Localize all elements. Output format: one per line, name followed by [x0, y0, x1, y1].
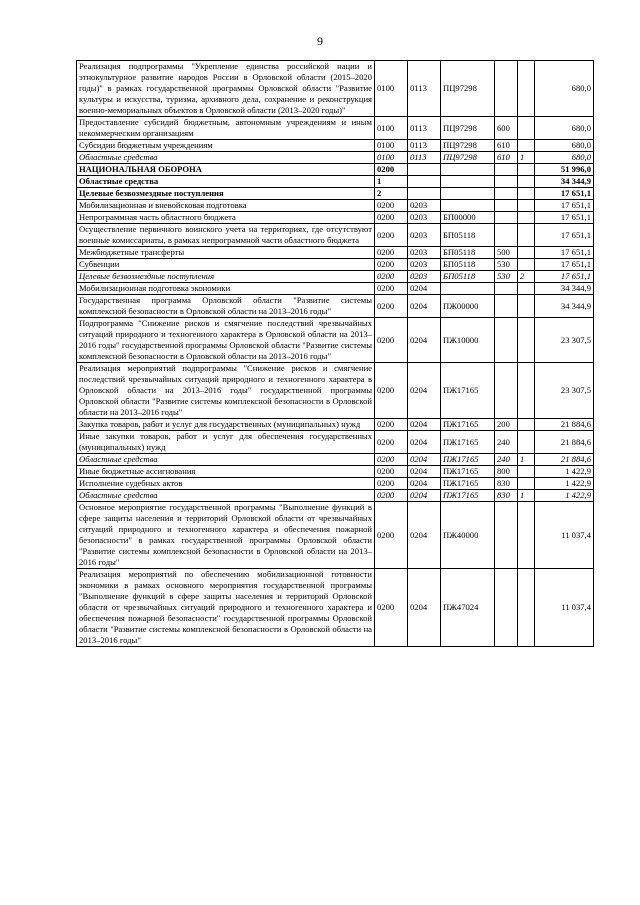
section-code: 0200: [375, 569, 408, 647]
subsection-code: 0113: [408, 61, 441, 117]
section-code: 0200: [375, 259, 408, 271]
expense-name: Предоставление субсидий бюджетным, автономным учреждениям и иным некоммерческим организациям: [77, 117, 375, 140]
section-code: 0100: [375, 152, 408, 164]
subsection-code: 0203: [408, 247, 441, 259]
target-article-code: ПЖ17165: [441, 431, 495, 454]
expense-type-code: 530: [495, 259, 518, 271]
expense-type-code: [495, 283, 518, 295]
expense-name: Субвенции: [77, 259, 375, 271]
target-article-code: ПЦ97298: [441, 152, 495, 164]
expense-type-code: 830: [495, 490, 518, 502]
subsection-code: 0204: [408, 318, 441, 363]
expense-name: НАЦИОНАЛЬНАЯ ОБОРОНА: [77, 164, 375, 176]
subsection-code: 0204: [408, 363, 441, 419]
subsection-code: 0113: [408, 140, 441, 152]
funding-source-code: [518, 176, 535, 188]
subsection-code: 0203: [408, 271, 441, 283]
target-article-code: ПЦ97298: [441, 117, 495, 140]
expense-name: Субсидии бюджетным учреждениям: [77, 140, 375, 152]
funding-source-code: [518, 188, 535, 200]
table-row: [77, 478, 594, 490]
expense-name: Закупка товаров, работ и услуг для государственных (муниципальных) нужд: [77, 419, 375, 431]
expense-name: Межбюджетные трансферты: [77, 247, 375, 259]
target-article-code: ПЖ17165: [441, 419, 495, 431]
expense-name: Иные бюджетные ассигнования: [77, 466, 375, 478]
expense-name: Иные закупки товаров, работ и услуг для обеспечения государственных (муниципальных) нужд: [77, 431, 375, 454]
expense-type-code: 240: [495, 454, 518, 466]
target-article-code: БП05118: [441, 224, 495, 247]
section-code: 1: [375, 176, 408, 188]
expense-type-code: [495, 200, 518, 212]
subsection-code: 0113: [408, 117, 441, 140]
target-article-code: ПЖ17165: [441, 478, 495, 490]
table-row: [77, 259, 594, 271]
section-code: 0100: [375, 140, 408, 152]
section-code: 0200: [375, 490, 408, 502]
expense-name: Непрограммная часть областного бюджета: [77, 212, 375, 224]
amount: 680,0: [535, 140, 594, 152]
expense-name: Целевые безвозмездные поступления: [77, 188, 375, 200]
section-code: 2: [375, 188, 408, 200]
amount: 21 884,6: [535, 419, 594, 431]
funding-source-code: [518, 164, 535, 176]
section-code: 0200: [375, 283, 408, 295]
page-number: 9: [317, 34, 323, 48]
table-row: [77, 283, 594, 295]
funding-source-code: [518, 140, 535, 152]
amount: 1 422,9: [535, 466, 594, 478]
funding-source-code: [518, 431, 535, 454]
funding-source-code: [518, 247, 535, 259]
expense-name: Реализация подпрограммы "Укрепление единства российской нации и этнокультурное развитие народов России в Орловской области (2015–2020 годы)" в рамках государственной программы Орловской области "Развитие культуры и искусства, туризма, архивного дела, сохранение и реконструкция военно-мемориальных объектов в Орловской области (2013–2020 годы)": [77, 61, 375, 117]
expense-type-code: [495, 61, 518, 117]
target-article-code: ПЦ97298: [441, 61, 495, 117]
expense-type-code: 500: [495, 247, 518, 259]
table-row: [77, 569, 594, 647]
amount: 51 996,0: [535, 164, 594, 176]
subsection-code: [408, 176, 441, 188]
section-code: 0200: [375, 212, 408, 224]
funding-source-code: 1: [518, 490, 535, 502]
subsection-code: 0204: [408, 569, 441, 647]
table-row: [77, 61, 594, 117]
amount: 11 037,4: [535, 569, 594, 647]
subsection-code: [408, 188, 441, 200]
target-article-code: БП05118: [441, 271, 495, 283]
target-article-code: ПЖ17165: [441, 454, 495, 466]
expense-name: Осуществление первичного воинского учета на территориях, где отсутствуют военные комиссариаты, в рамках непрограммной части областного бюджета: [77, 224, 375, 247]
funding-source-code: [518, 224, 535, 247]
target-article-code: [441, 164, 495, 176]
funding-source-code: [518, 363, 535, 419]
target-article-code: ПЦ97298: [441, 140, 495, 152]
table-row: [77, 502, 594, 569]
section-code: 0200: [375, 200, 408, 212]
amount: 23 307,5: [535, 363, 594, 419]
expense-name: Государственная программа Орловской области "Развитие системы комплексной безопасности в Орловской области на 2013–2016 годы": [77, 295, 375, 318]
amount: 34 344,9: [535, 176, 594, 188]
subsection-code: 0204: [408, 454, 441, 466]
subsection-code: 0204: [408, 283, 441, 295]
target-article-code: ПЖ10000: [441, 318, 495, 363]
section-code: 0200: [375, 466, 408, 478]
section-code: 0200: [375, 478, 408, 490]
table-row: [77, 188, 594, 200]
expense-type-code: 600: [495, 117, 518, 140]
expense-name: Реализация мероприятий подпрограммы "Снижение рисков и смягчение последствий чрезвычайных ситуаций природного и техногенного характера в Орловской области на 2013–2016 годы" государственной программы Орловской области "Развитие системы комплексной безопасности в Орловской области на 2013–2016 годы": [77, 363, 375, 419]
table-row: [77, 466, 594, 478]
target-article-code: БП05118: [441, 247, 495, 259]
table-row: [77, 176, 594, 188]
table-row: [77, 419, 594, 431]
expense-name: Реализация мероприятий по обеспечению мобилизационной готовности экономики в рамках основного мероприятия государственной программы "Выполнение функций в сфере защиты населения и территорий Орловской области от чрезвычайных ситуаций природного и техногенного характера и обеспечения пожарной безопасности" государственной программы Орловской области "Развитие системы комплексной безопасности в Орловской области на 2013–2016 годы": [77, 569, 375, 647]
amount: 21 884,6: [535, 454, 594, 466]
funding-source-code: [518, 318, 535, 363]
expense-name: Подпрограмма "Снижение рисков и смягчение последствий чрезвычайных ситуаций природного и техногенного характера в Орловской области на 2013–2016 годы" государственной программы Орловской области "Развитие системы комплексной безопасности в Орловской области на 2013–2016 годы": [77, 318, 375, 363]
table-row: [77, 140, 594, 152]
expense-name: Основное мероприятие государственной программы "Выполнение функций в сфере защиты населения и территорий Орловской области от чрезвычайных ситуаций природного и техногенного характера и обеспечения пожарной безопасности" в рамках государственной программы Орловской области "Развитие системы комплексной безопасности в Орловской области на 2013–2016 годы": [77, 502, 375, 569]
amount: 1 422,9: [535, 478, 594, 490]
funding-source-code: [518, 283, 535, 295]
subsection-code: 0204: [408, 419, 441, 431]
section-code: 0200: [375, 431, 408, 454]
table-row: [77, 363, 594, 419]
subsection-code: 0203: [408, 200, 441, 212]
funding-source-code: [518, 200, 535, 212]
target-article-code: ПЖ17165: [441, 363, 495, 419]
table-row: [77, 295, 594, 318]
target-article-code: [441, 188, 495, 200]
subsection-code: 0204: [408, 295, 441, 318]
subsection-code: 0203: [408, 224, 441, 247]
expense-name: Областные средства: [77, 152, 375, 164]
table-body: [77, 61, 594, 647]
target-article-code: [441, 283, 495, 295]
section-code: 0200: [375, 164, 408, 176]
expense-type-code: [495, 188, 518, 200]
expense-type-code: 610: [495, 152, 518, 164]
funding-source-code: [518, 502, 535, 569]
section-code: 0200: [375, 224, 408, 247]
subsection-code: 0204: [408, 502, 441, 569]
table-row: [77, 454, 594, 466]
target-article-code: ПЖ00000: [441, 295, 495, 318]
section-code: 0200: [375, 419, 408, 431]
section-code: 0100: [375, 61, 408, 117]
table-row: [77, 247, 594, 259]
amount: 17 651,1: [535, 188, 594, 200]
target-article-code: БП00000: [441, 212, 495, 224]
table-row: [77, 431, 594, 454]
expense-type-code: [495, 318, 518, 363]
amount: 17 651,1: [535, 271, 594, 283]
section-code: 0200: [375, 454, 408, 466]
expense-type-code: [495, 569, 518, 647]
funding-source-code: [518, 295, 535, 318]
subsection-code: 0203: [408, 212, 441, 224]
section-code: 0200: [375, 318, 408, 363]
amount: 1 422,9: [535, 490, 594, 502]
funding-source-code: [518, 61, 535, 117]
target-article-code: ПЖ17165: [441, 490, 495, 502]
section-code: 0100: [375, 117, 408, 140]
section-code: 0200: [375, 271, 408, 283]
target-article-code: ПЖ47024: [441, 569, 495, 647]
amount: 11 037,4: [535, 502, 594, 569]
funding-source-code: 1: [518, 152, 535, 164]
expense-type-code: 830: [495, 478, 518, 490]
expense-name: Мобилизационная подготовка экономики: [77, 283, 375, 295]
expense-type-code: 530: [495, 271, 518, 283]
section-code: 0200: [375, 247, 408, 259]
expense-type-code: 200: [495, 419, 518, 431]
subsection-code: 0203: [408, 259, 441, 271]
expense-name: Областные средства: [77, 176, 375, 188]
amount: 17 651,1: [535, 259, 594, 271]
amount: 17 651,1: [535, 247, 594, 259]
expense-type-code: 610: [495, 140, 518, 152]
table-row: [77, 224, 594, 247]
amount: 23 307,5: [535, 318, 594, 363]
expense-type-code: [495, 176, 518, 188]
amount: 34 344,9: [535, 295, 594, 318]
subsection-code: 0113: [408, 152, 441, 164]
table-row: [77, 318, 594, 363]
amount: 21 884,6: [535, 431, 594, 454]
subsection-code: 0204: [408, 466, 441, 478]
funding-source-code: [518, 117, 535, 140]
target-article-code: [441, 176, 495, 188]
amount: 17 651,1: [535, 224, 594, 247]
expense-name: Мобилизационная и вневойсковая подготовка: [77, 200, 375, 212]
expense-type-code: [495, 212, 518, 224]
target-article-code: ПЖ40000: [441, 502, 495, 569]
target-article-code: [441, 200, 495, 212]
amount: 34 344,9: [535, 283, 594, 295]
amount: 17 651,1: [535, 200, 594, 212]
section-code: 0200: [375, 363, 408, 419]
funding-source-code: [518, 466, 535, 478]
subsection-code: 0204: [408, 478, 441, 490]
table-row: [77, 117, 594, 140]
table-row: [77, 490, 594, 502]
amount: 680,0: [535, 152, 594, 164]
subsection-code: 0204: [408, 431, 441, 454]
expense-type-code: 800: [495, 466, 518, 478]
expense-type-code: 240: [495, 431, 518, 454]
target-article-code: БП05118: [441, 259, 495, 271]
subsection-code: 0204: [408, 490, 441, 502]
funding-source-code: [518, 478, 535, 490]
section-code: 0200: [375, 295, 408, 318]
expense-type-code: [495, 502, 518, 569]
funding-source-code: 2: [518, 271, 535, 283]
table-row: [77, 164, 594, 176]
subsection-code: [408, 164, 441, 176]
table-row: [77, 152, 594, 164]
funding-source-code: [518, 569, 535, 647]
funding-source-code: [518, 212, 535, 224]
expense-name: Исполнение судебных актов: [77, 478, 375, 490]
target-article-code: ПЖ17165: [441, 466, 495, 478]
amount: 17 651,1: [535, 212, 594, 224]
budget-table: [76, 60, 594, 647]
amount: 680,0: [535, 61, 594, 117]
expense-type-code: [495, 224, 518, 247]
expense-name: Областные средства: [77, 490, 375, 502]
funding-source-code: 1: [518, 454, 535, 466]
expense-name: Областные средства: [77, 454, 375, 466]
table-row: [77, 212, 594, 224]
table-row: [77, 271, 594, 283]
expense-type-code: [495, 363, 518, 419]
expense-type-code: [495, 295, 518, 318]
table-row: [77, 200, 594, 212]
expense-name: Целевые безвозмездные поступления: [77, 271, 375, 283]
section-code: 0200: [375, 502, 408, 569]
funding-source-code: [518, 259, 535, 271]
funding-source-code: [518, 419, 535, 431]
amount: 680,0: [535, 117, 594, 140]
expense-type-code: [495, 164, 518, 176]
